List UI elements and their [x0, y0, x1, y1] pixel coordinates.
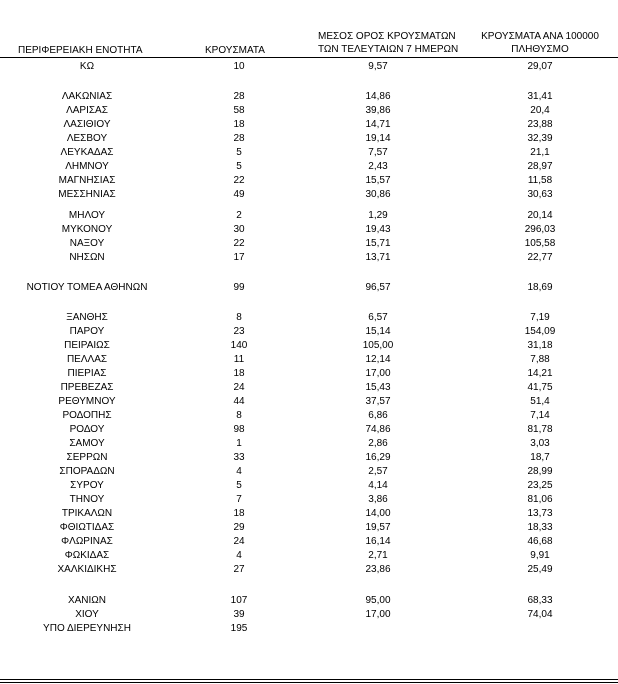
cell-avg: 17,00 — [365, 609, 391, 620]
cell-per100k: 23,25 — [527, 480, 553, 491]
cell-avg: 19,43 — [365, 224, 391, 235]
cell-cases: 23 — [233, 326, 245, 337]
cell-avg: 19,14 — [365, 133, 391, 144]
table-row — [0, 367, 618, 381]
cell-cases: 22 — [233, 238, 245, 249]
cell-per100k: 31,41 — [527, 91, 553, 102]
cell-region: ΝΑΞΟΥ — [69, 238, 105, 249]
table-row — [0, 90, 618, 104]
table-row — [0, 160, 618, 174]
header-per100k-line2: ΠΛΗΘΥΣΜΟ — [511, 44, 569, 55]
cell-per100k: 31,18 — [527, 340, 553, 351]
table-row — [0, 507, 618, 521]
cell-per100k: 30,63 — [527, 189, 553, 200]
cell-avg: 9,57 — [368, 61, 388, 72]
cell-region: ΤΡΙΚΑΛΩΝ — [61, 508, 113, 519]
cell-cases: 27 — [233, 564, 245, 575]
cell-avg: 30,86 — [365, 189, 391, 200]
cell-region: ΛΕΣΒΟΥ — [66, 133, 108, 144]
cell-avg: 15,14 — [365, 326, 391, 337]
cell-cases: 24 — [233, 382, 245, 393]
cell-cases: 195 — [230, 623, 248, 634]
cell-per100k: 25,49 — [527, 564, 553, 575]
cell-cases: 8 — [236, 410, 242, 421]
cell-cases: 2 — [236, 210, 242, 221]
cell-avg: 2,43 — [368, 161, 388, 172]
cell-region: ΣΕΡΡΩΝ — [66, 452, 108, 463]
cell-avg: 6,86 — [368, 410, 388, 421]
cell-cases: 98 — [233, 424, 245, 435]
table-row — [0, 237, 618, 251]
cell-cases: 33 — [233, 452, 245, 463]
cell-cases: 4 — [236, 550, 242, 561]
cell-region: ΛΑΣΙΘΙΟΥ — [63, 119, 111, 130]
cell-cases: 107 — [230, 595, 248, 606]
bottom-rule — [0, 679, 618, 680]
cell-per100k: 46,68 — [527, 536, 553, 547]
table-row — [0, 451, 618, 465]
table-row — [0, 535, 618, 549]
cell-per100k: 7,14 — [530, 410, 550, 421]
cell-region: ΥΠΟ ΔΙΕΡΕΥΝΗΣΗ — [43, 623, 131, 634]
cell-avg: 2,57 — [368, 466, 388, 477]
cell-avg: 14,00 — [365, 508, 391, 519]
bottom-rule-2 — [0, 682, 618, 683]
header-rule — [0, 57, 618, 58]
table-row — [0, 251, 618, 265]
cell-region: ΝΟΤΙΟΥ ΤΟΜΕΑ ΑΘΗΝΩΝ — [26, 282, 148, 293]
cell-cases: 140 — [230, 340, 248, 351]
cell-cases: 10 — [233, 61, 245, 72]
cell-avg: 4,14 — [368, 480, 388, 491]
cell-region: ΜΥΚΟΝΟΥ — [61, 224, 113, 235]
cell-region: ΦΩΚΙΔΑΣ — [64, 550, 110, 561]
cell-region: ΛΑΡΙΣΑΣ — [66, 105, 108, 116]
cell-per100k: 105,58 — [524, 238, 556, 249]
table-row — [0, 479, 618, 493]
table-row — [0, 281, 618, 295]
cell-per100k: 18,69 — [527, 282, 553, 293]
cell-avg: 16,29 — [365, 452, 391, 463]
cell-cases: 22 — [233, 175, 245, 186]
table-row — [0, 174, 618, 188]
table-row — [0, 563, 618, 577]
cell-avg: 17,00 — [365, 368, 391, 379]
table-row — [0, 146, 618, 160]
cell-cases: 58 — [233, 105, 245, 116]
header-avg-line1: ΜΕΣΟΣ ΟΡΟΣ ΚΡΟΥΣΜΑΤΩΝ — [318, 31, 456, 42]
cell-region: ΞΑΝΘΗΣ — [66, 312, 108, 323]
table-row — [0, 118, 618, 132]
table-row — [0, 521, 618, 535]
cell-avg: 3,86 — [368, 494, 388, 505]
cell-cases: 1 — [236, 438, 242, 449]
cell-cases: 5 — [236, 161, 242, 172]
table-row — [0, 353, 618, 367]
cell-per100k: 13,73 — [527, 508, 553, 519]
cell-cases: 5 — [236, 147, 242, 158]
cell-region: ΡΟΔΟΥ — [69, 424, 105, 435]
cell-region: ΜΕΣΣΗΝΙΑΣ — [58, 189, 116, 200]
table-row — [0, 423, 618, 437]
cell-per100k: 32,39 — [527, 133, 553, 144]
cell-region: ΡΕΘΥΜΝΟΥ — [58, 396, 116, 407]
cell-avg: 13,71 — [365, 252, 391, 263]
cell-per100k: 81,06 — [527, 494, 553, 505]
table-row — [0, 381, 618, 395]
cell-avg: 16,14 — [365, 536, 391, 547]
cell-per100k: 7,19 — [530, 312, 550, 323]
cell-region: ΠΙΕΡΙΑΣ — [67, 368, 107, 379]
cell-region: ΠΡΕΒΕΖΑΣ — [60, 382, 114, 393]
cell-avg: 15,57 — [365, 175, 391, 186]
cell-per100k: 9,91 — [530, 550, 550, 561]
cell-cases: 30 — [233, 224, 245, 235]
cell-per100k: 21,1 — [530, 147, 550, 158]
cell-cases: 18 — [233, 119, 245, 130]
cell-avg: 1,29 — [368, 210, 388, 221]
table-row — [0, 395, 618, 409]
cell-cases: 29 — [233, 522, 245, 533]
table-row — [0, 209, 618, 223]
table-row — [0, 465, 618, 479]
table-row — [0, 188, 618, 202]
cell-avg: 2,71 — [368, 550, 388, 561]
cell-per100k: 7,88 — [530, 354, 550, 365]
cell-avg: 15,43 — [365, 382, 391, 393]
cell-region: ΛΕΥΚΑΔΑΣ — [60, 147, 114, 158]
cell-cases: 8 — [236, 312, 242, 323]
cell-per100k: 154,09 — [524, 326, 556, 337]
cell-region: ΧΙΟΥ — [75, 609, 99, 620]
cell-avg: 19,57 — [365, 522, 391, 533]
table-row — [0, 409, 618, 423]
cell-per100k: 11,58 — [527, 175, 553, 186]
table-row — [0, 223, 618, 237]
cell-region: ΦΘΙΩΤΙΔΑΣ — [59, 522, 115, 533]
cell-per100k: 18,33 — [527, 522, 553, 533]
cell-region: ΧΑΝΙΩΝ — [67, 595, 107, 606]
cell-region: ΦΛΩΡΙΝΑΣ — [61, 536, 113, 547]
cell-region: ΣΑΜΟΥ — [69, 438, 105, 449]
cell-cases: 24 — [233, 536, 245, 547]
cell-region: ΝΗΣΩΝ — [69, 252, 105, 263]
cell-avg: 105,00 — [362, 340, 394, 351]
cell-cases: 49 — [233, 189, 245, 200]
cell-per100k: 41,75 — [527, 382, 553, 393]
table-row — [0, 311, 618, 325]
cell-avg: 37,57 — [365, 396, 391, 407]
cell-cases: 4 — [236, 466, 242, 477]
cell-region: ΛΗΜΝΟΥ — [65, 161, 109, 172]
cell-cases: 11 — [233, 354, 245, 365]
cell-per100k: 28,99 — [527, 466, 553, 477]
cell-avg: 39,86 — [365, 105, 391, 116]
header-avg-line2: ΤΩΝ ΤΕΛΕΥΤΑΙΩΝ 7 ΗΜΕΡΩΝ — [318, 44, 459, 55]
cell-per100k: 68,33 — [527, 595, 553, 606]
cell-avg: 95,00 — [365, 595, 391, 606]
cell-per100k: 18,7 — [530, 452, 550, 463]
cell-avg: 2,86 — [368, 438, 388, 449]
cell-avg: 14,71 — [365, 119, 391, 130]
cell-cases: 17 — [233, 252, 245, 263]
table-row — [0, 549, 618, 563]
cell-avg: 74,86 — [365, 424, 391, 435]
cell-avg: 96,57 — [365, 282, 391, 293]
cell-cases: 5 — [236, 480, 242, 491]
cell-avg: 23,86 — [365, 564, 391, 575]
table-row — [0, 325, 618, 339]
table-row — [0, 608, 618, 622]
cell-avg: 14,86 — [365, 91, 391, 102]
cell-region: ΛΑΚΩΝΙΑΣ — [61, 91, 113, 102]
cell-per100k: 22,77 — [527, 252, 553, 263]
cell-region: ΤΗΝΟΥ — [69, 494, 105, 505]
cell-per100k: 29,07 — [527, 61, 553, 72]
cell-avg: 7,57 — [368, 147, 388, 158]
cell-per100k: 23,88 — [527, 119, 553, 130]
cell-cases: 7 — [236, 494, 242, 505]
cell-region: ΠΕΛΛΑΣ — [66, 354, 108, 365]
table-row — [0, 60, 618, 74]
table-row — [0, 594, 618, 608]
header-region: ΠΕΡΙΦΕΡΕΙΑΚΗ ΕΝΟΤΗΤΑ — [18, 45, 143, 56]
cell-region: ΣΠΟΡΑΔΩΝ — [59, 466, 115, 477]
cell-cases: 18 — [233, 508, 245, 519]
cell-region: ΡΟΔΟΠΗΣ — [62, 410, 112, 421]
cell-region: ΠΕΙΡΑΙΩΣ — [64, 340, 110, 351]
cell-cases: 99 — [233, 282, 245, 293]
cell-avg: 12,14 — [365, 354, 391, 365]
cell-region: ΧΑΛΚΙΔΙΚΗΣ — [57, 564, 117, 575]
cell-cases: 28 — [233, 91, 245, 102]
cell-per100k: 20,14 — [527, 210, 553, 221]
table-row — [0, 493, 618, 507]
table-row — [0, 437, 618, 451]
cell-avg: 15,71 — [365, 238, 391, 249]
cell-region: ΜΗΛΟΥ — [68, 210, 106, 221]
cell-per100k: 296,03 — [524, 224, 556, 235]
cell-cases: 39 — [233, 609, 245, 620]
cell-cases: 44 — [233, 396, 245, 407]
cell-cases: 28 — [233, 133, 245, 144]
cell-region: ΠΑΡΟΥ — [69, 326, 105, 337]
cell-per100k: 51,4 — [530, 396, 550, 407]
table-row — [0, 104, 618, 118]
cell-per100k: 81,78 — [527, 424, 553, 435]
cell-per100k: 20,4 — [530, 105, 550, 116]
cell-per100k: 74,04 — [527, 609, 553, 620]
cell-per100k: 28,97 — [527, 161, 553, 172]
table-row — [0, 132, 618, 146]
header-per100k-line1: ΚΡΟΥΣΜΑΤΑ ΑΝΑ 100000 — [481, 31, 599, 42]
cell-cases: 18 — [233, 368, 245, 379]
cell-region: ΜΑΓΝΗΣΙΑΣ — [58, 175, 116, 186]
table-row — [0, 339, 618, 353]
cell-per100k: 14,21 — [527, 368, 553, 379]
cell-region: ΚΩ — [79, 61, 95, 72]
cell-per100k: 3,03 — [530, 438, 550, 449]
table-row — [0, 622, 618, 636]
cell-avg: 6,57 — [368, 312, 388, 323]
header-cases: ΚΡΟΥΣΜΑΤΑ — [205, 45, 265, 56]
cell-region: ΣΥΡΟΥ — [70, 480, 104, 491]
